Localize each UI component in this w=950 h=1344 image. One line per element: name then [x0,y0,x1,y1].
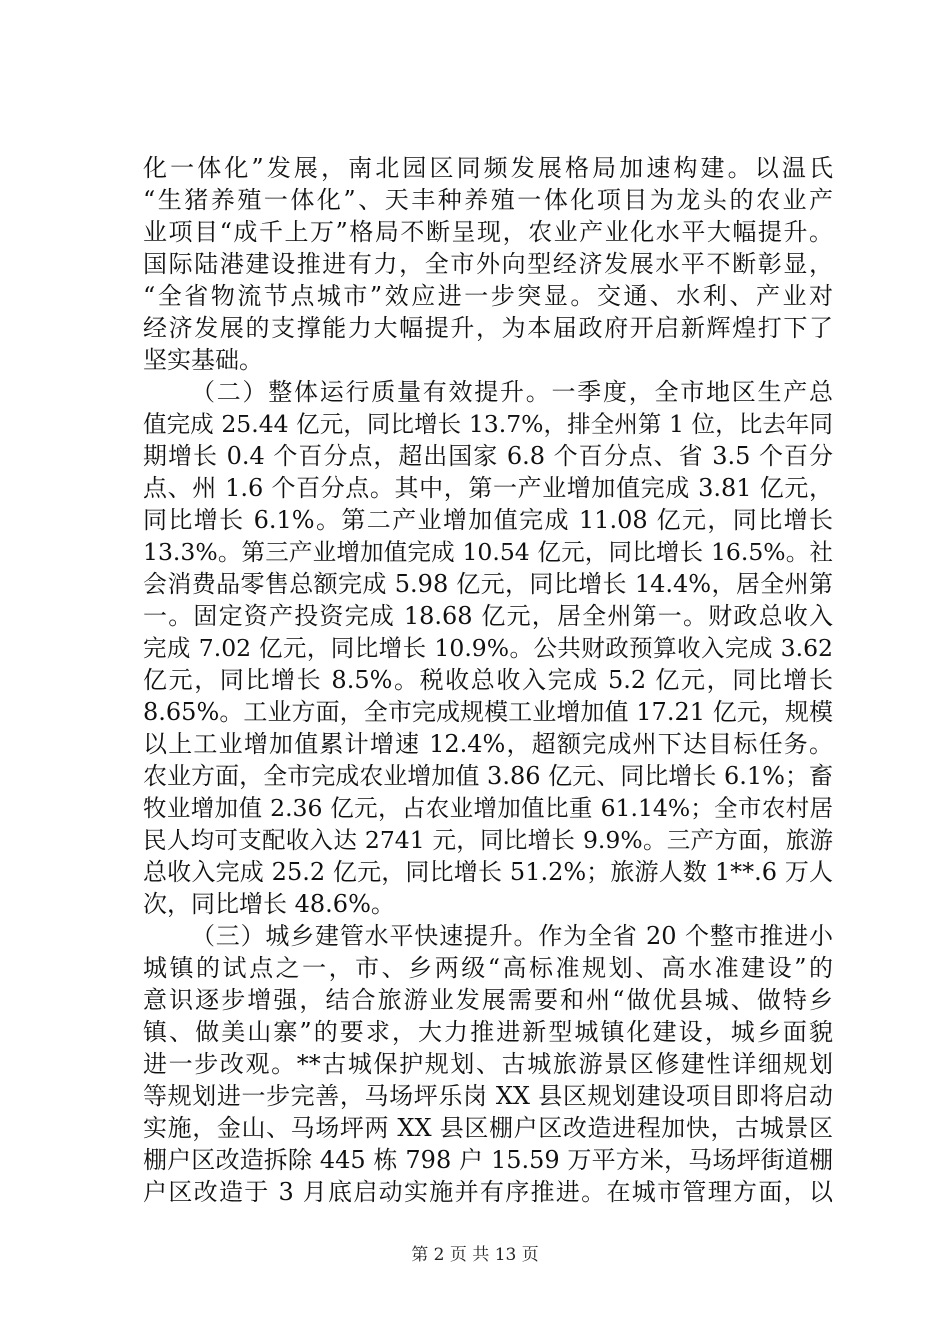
text-line: 镇、做美山寨”的要求，大力推进新型城镇化建设，城乡面貌 [143,1018,833,1046]
text-line: 经济发展的支撑能力大幅提升，为本届政府开启新辉煌打下了 [143,314,833,342]
text-line: 国际陆港建设推进有力，全市外向型经济发展水平不断彰显， [143,250,833,278]
text-line: （二）整体运行质量有效提升。一季度，全市地区生产总 [191,378,833,406]
text-line: 坚实基础。 [143,346,263,374]
text-line: 次，同比增长 48.6%。 [143,890,395,918]
text-line: 棚户区改造拆除 445 栋 798 户 15.59 万平方米，马场坪街道棚 [143,1146,833,1174]
text-line: 等规划进一步完善，马场坪乐岗 XX 县区规划建设项目即将启动 [143,1082,833,1110]
text-line: 亿元，同比增长 8.5%。税收总收入完成 5.2 亿元，同比增长 [143,666,833,694]
text-line: 户区改造于 3 月底启动实施并有序推进。在城市管理方面，以 [143,1178,833,1206]
text-line: 会消费品零售总额完成 5.98 亿元，同比增长 14.4%，居全州第 [143,570,833,598]
text-line: 进一步改观。**古城保护规划、古城旅游景区修建性详细规划 [143,1050,833,1078]
text-line: 业项目“成千上万”格局不断呈现，农业产业化水平大幅提升。 [143,218,833,246]
text-line: “全省物流节点城市”效应进一步突显。交通、水利、产业对 [143,282,833,310]
text-line: 实施，金山、马场坪两 XX 县区棚户区改造进程加快，古城景区 [143,1114,833,1142]
text-line: 化一体化”发展，南北园区同频发展格局加速构建。以温氏 [143,154,833,182]
text-line: 8.65%。工业方面，全市完成规模工业增加值 17.21 亿元，规模 [143,698,833,726]
paragraph-1 [143,152,833,376]
document-body [143,152,833,1208]
text-line: 以上工业增加值累计增速 12.4%，超额完成州下达目标任务。 [143,730,833,758]
text-line: 总收入完成 25.2 亿元，同比增长 51.2%；旅游人数 1**.6 万人 [143,858,833,886]
paragraph-2 [143,376,833,920]
text-line: 13.3%。第三产业增加值完成 10.54 亿元，同比增长 16.5%。社 [143,538,833,566]
text-line: 点、州 1.6 个百分点。其中，第一产业增加值完成 3.81 亿元， [143,474,833,502]
text-line: （三）城乡建管水平快速提升。作为全省 20 个整市推进小 [191,922,833,950]
text-line: 期增长 0.4 个百分点，超出国家 6.8 个百分点、省 3.5 个百分 [143,442,833,470]
text-line: 完成 7.02 亿元，同比增长 10.9%。公共财政预算收入完成 3.62 [143,634,833,662]
text-line: 一。固定资产投资完成 18.68 亿元，居全州第一。财政总收入 [143,602,833,630]
text-line: 城镇的试点之一，市、乡两级“高标准规划、高水准建设”的 [143,954,833,982]
text-line: 牧业增加值 2.36 亿元，占农业增加值比重 61.14%；全市农村居 [143,794,833,822]
text-line: 农业方面，全市完成农业增加值 3.86 亿元、同比增长 6.1%；畜 [143,762,833,790]
paragraph-3 [143,920,833,1208]
text-line: 值完成 25.44 亿元，同比增长 13.7%，排全州第 1 位，比去年同 [143,410,833,438]
text-line: 同比增长 6.1%。第二产业增加值完成 11.08 亿元，同比增长 [143,506,833,534]
text-line: 意识逐步增强，结合旅游业发展需要和州“做优县城、做特乡 [143,986,833,1014]
page-footer [0,1244,950,1266]
text-line: “生猪养殖一体化”、天丰种养殖一体化项目为龙头的农业产 [143,186,833,214]
text-line: 民人均可支配收入达 2741 元，同比增长 9.9%。三产方面，旅游 [143,826,833,854]
page-indicator: 第 2 页 共 13 页 [411,1245,539,1265]
